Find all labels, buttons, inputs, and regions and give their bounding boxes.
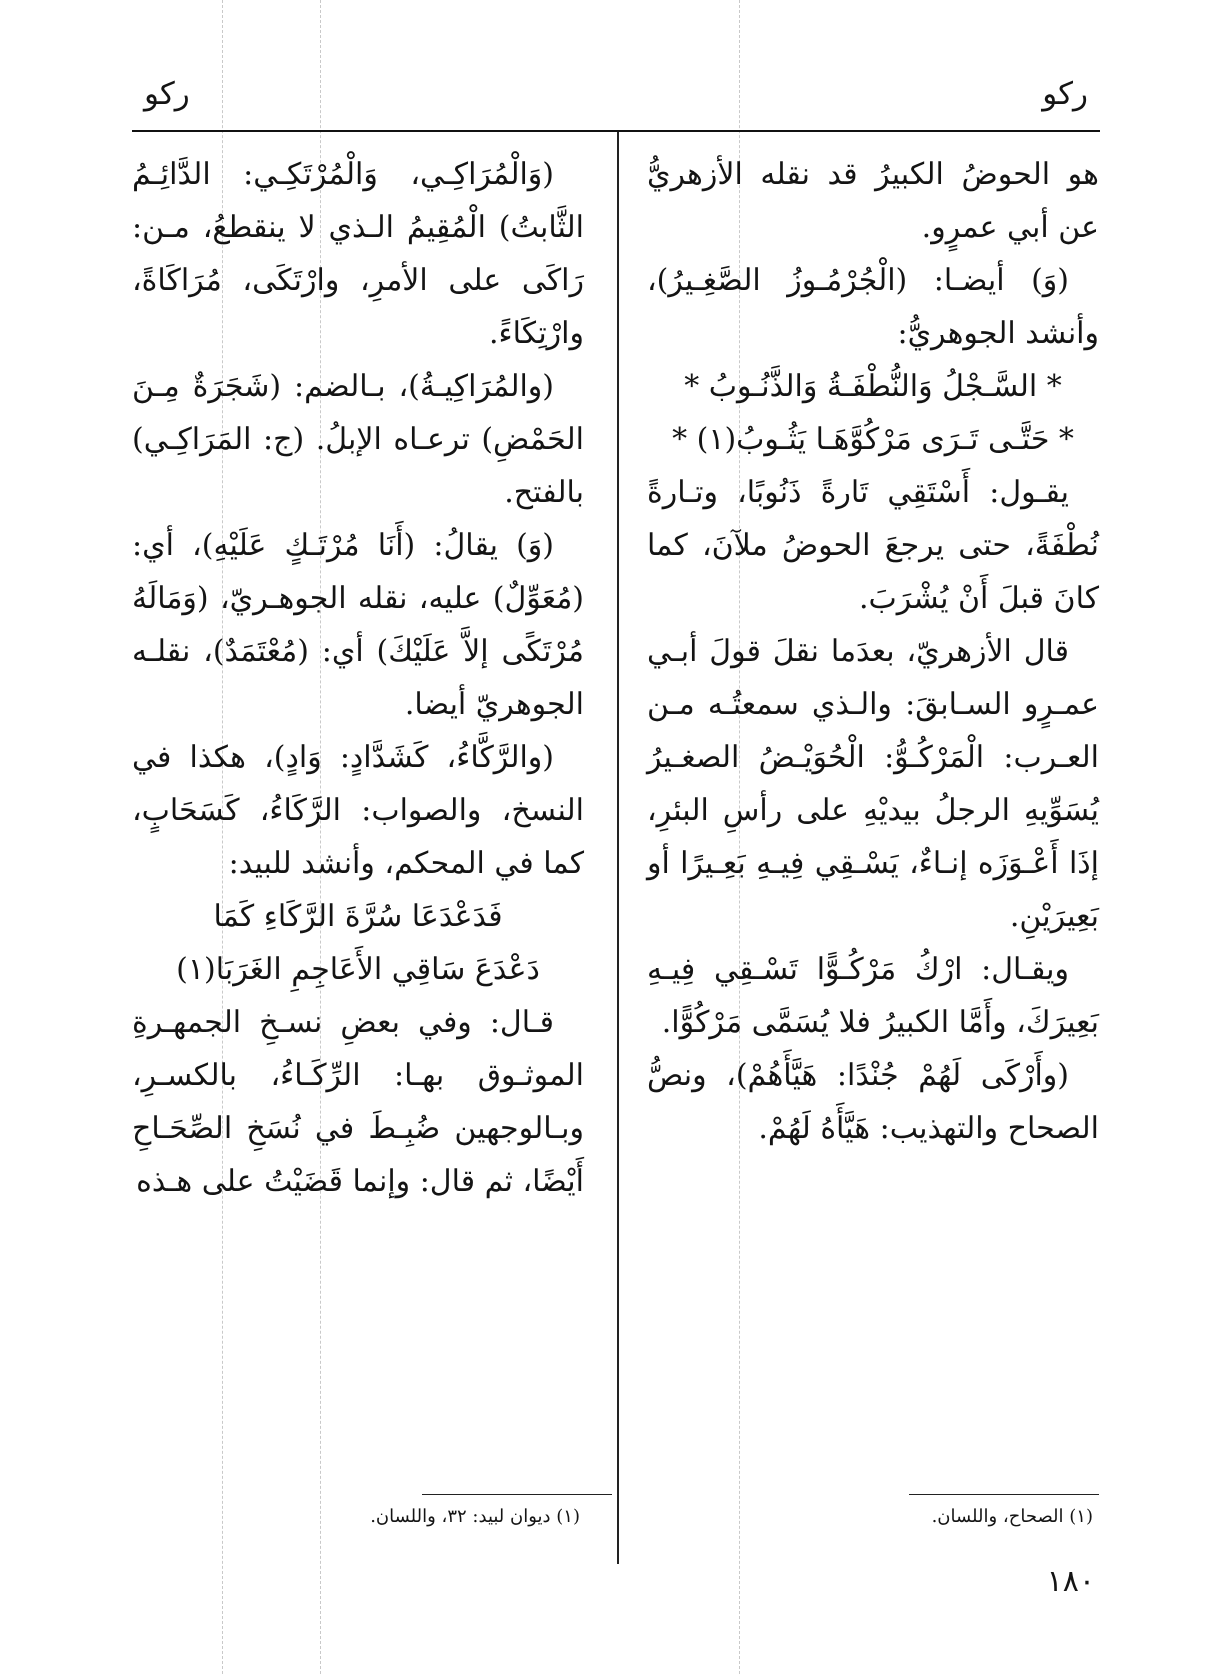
verse-line: دَعْدَعَ سَاقِي الأَعَاجِمِ الغَرَبَا(١) bbox=[176, 952, 540, 987]
paragraph: هو الحوضُ الكبيرُ قد نقله الأزهريُّ عن أبي عمرٍو. bbox=[647, 157, 1099, 245]
paragraph: (وَ) يقالُ: (أَنَا مُرْتَـكٍ عَلَيْهِ)، أي: (مُعَوِّلٌ) عليه، نقله الجوهـريّ، (وَمَالَهُ مُرْتَكًى إلاَّ عَلَيْكَ) أي: (مُعْتَمَدٌ)، نقلـه الجوهريّ أيضا. bbox=[132, 528, 584, 722]
paragraph: قـال: وفي بعضِ نسـخِ الجمهـرةِ الموثـوق بهـا: الرِّكَـاءُ، بالكسـرِ، وبـالوجهين ضُبِـطَ في نُسَخِ الصِّحَـاحِ أَيْضًا، ثم قال: وإنما قَضَيْتُ على هـذه bbox=[132, 1005, 584, 1199]
header-word-right: ركو bbox=[1042, 76, 1088, 112]
verse-line: * حَتَّـى تَـرَى مَرْكُوَّهَـا يَثُـوبُ(١) * bbox=[672, 422, 1074, 457]
running-header bbox=[132, 70, 1100, 132]
footnote-left: (١) ديوان لبيد: ٣٢، واللسان. bbox=[370, 1506, 580, 1527]
left-column bbox=[132, 148, 584, 1208]
footnote-rule bbox=[422, 1494, 612, 1495]
paragraph: قال الأزهريّ، بعدَما نقلَ قولَ أبـي عمـرٍو السـابقَ: والـذي سمعتُـه مـن العـرب: الْمَرْكُـوُّ: الْحُوَيْـضُ الصغـيرُ يُسَوِّيهِ الرجلُ بيديْهِ على رأسِ البئرِ، إذَا أَعْـوَزَه إنـاءٌ، يَسْـقِي فِيـهِ بَعِـيرًا أو بَعِيرَيْنِ. bbox=[647, 634, 1099, 934]
verse-line: * السَّـجْلُ وَالنُّطْفَـةُ وَالذَّنُـوبُ * bbox=[684, 369, 1062, 404]
column-separator bbox=[617, 132, 619, 1564]
paragraph: (وأَرْكَى لَهُمْ جُنْدًا: هَيَّأَهُمْ)، ونصُّ الصحاح والتهذيب: هَيَّأَهُ لَهُمْ. bbox=[647, 1058, 1099, 1146]
footnote-right: (١) الصحاح، واللسان. bbox=[931, 1506, 1093, 1527]
footnote-rule bbox=[909, 1494, 1099, 1495]
paragraph: (وَ) أيضـا: (الْجُرْمُـوزُ الصَّغِـيرُ)، وأنشد الجوهريُّ: bbox=[647, 263, 1099, 351]
paragraph: ويقـال: ارْكُ مَرْكُـوًّا تَسْـقِي فِيـهِ بَعِيرَكَ، وأَمَّا الكبيرُ فلا يُسَمَّى مَرْكُوًّا. bbox=[647, 952, 1099, 1040]
page-number: ١٨٠ bbox=[1046, 1564, 1095, 1599]
verse-line: فَدَعْدَعَا سُرَّةَ الرَّكَاءِ كَمَا bbox=[213, 899, 503, 934]
paragraph: (وَالْمُرَاكِـي، وَالْمُرْتَكِـي: الدَّائِـمُ الثَّابتُ) الْمُقِيمُ الـذي لا ينقطعُ، مـن: رَاكَى على الأمرِ، وارْتَكَى، مُرَاكَاةً، وارْتِكَاءً. bbox=[132, 157, 584, 351]
paragraph: (والرَّكَّاءُ، كَشَدَّادٍ: وَادٍ)، هكذا في النسخ، والصواب: الرَّكَاءُ، كَسَحَابٍ، كما في المحكم، وأنشد للبيد: bbox=[132, 740, 584, 881]
paragraph: يقـول: أَسْتَقِي تَارةً ذَنُوبًا، وتـارةً نُطْفَةً، حتى يرجعَ الحوضُ ملآنَ، كما كانَ قبلَ أَنْ يُشْرَبَ. bbox=[647, 475, 1099, 616]
right-column bbox=[647, 148, 1099, 1155]
header-word-left: ركو bbox=[144, 76, 190, 112]
paragraph: (والمُرَاكِيـةُ)، بـالضم: (شَجَرَةٌ مِـنَ الحَمْضِ) ترعـاه الإبلُ. (ج: المَرَاكِـي) بالفتح. bbox=[132, 369, 584, 510]
